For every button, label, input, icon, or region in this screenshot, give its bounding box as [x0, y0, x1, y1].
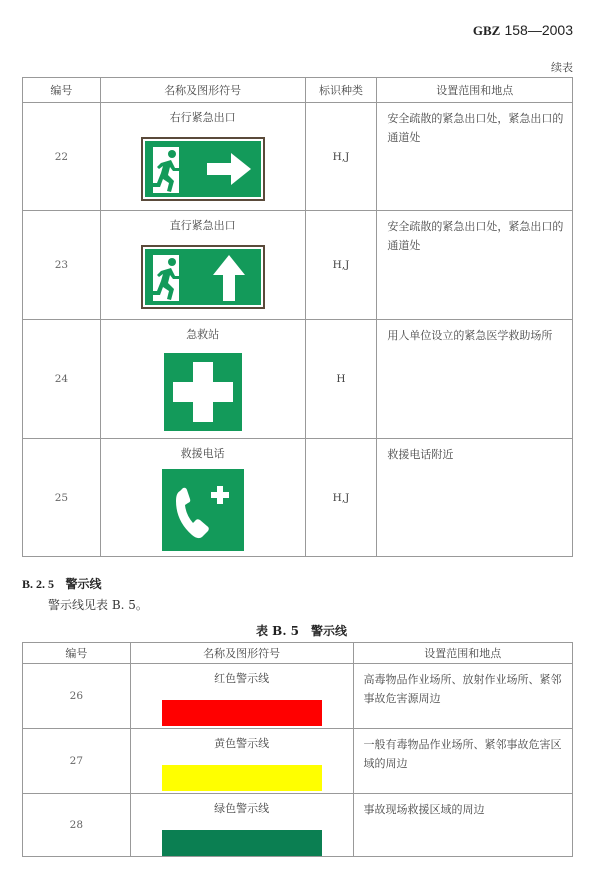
- section-paragraph: 警示线见表 B. 5。: [48, 598, 148, 612]
- sign-name: 救援电话: [180, 447, 225, 460]
- first-aid-cross-icon: [164, 353, 242, 431]
- sign-name: 右行紧急出口: [169, 111, 236, 124]
- standard-number: [473, 22, 573, 39]
- sign-name: 直行紧急出口: [169, 219, 236, 232]
- section-title: 警示线: [65, 577, 102, 591]
- col-header-place: 设置范围和地点: [353, 643, 572, 664]
- row-name-cell: [130, 729, 353, 794]
- row-name-cell: [100, 439, 305, 557]
- line-name: 绿色警示线: [214, 802, 270, 815]
- line-name: 红色警示线: [214, 672, 270, 685]
- row-name-cell: [100, 320, 305, 439]
- standard-code: 158—2003: [504, 22, 573, 38]
- row-place: 救援电话附近: [377, 439, 573, 557]
- standard-prefix: GBZ: [472, 23, 501, 38]
- row-place: 一般有毒物品作业场所、紧邻事故危害区域的周边: [353, 729, 572, 794]
- section-heading: [22, 575, 101, 592]
- table-row: [23, 794, 573, 857]
- row-place: 安全疏散的紧急出口处，紧急出口的通道处: [377, 211, 573, 320]
- row-place: 安全疏散的紧急出口处，紧急出口的通道处: [377, 103, 573, 211]
- row-id: 23: [23, 211, 101, 320]
- col-header-kind: 标识种类: [305, 78, 377, 103]
- col-header-place: 设置范围和地点: [377, 78, 573, 103]
- row-id: 24: [23, 320, 101, 439]
- col-header-id: 编号: [23, 643, 131, 664]
- row-id: 25: [23, 439, 101, 557]
- table-header-row: [23, 78, 573, 103]
- exit-right-sign-icon: [141, 137, 265, 201]
- row-place: 高毒物品作业场所、放射作业场所、紧邻事故危害源周边: [353, 664, 572, 729]
- row-kind: H: [305, 320, 377, 439]
- row-id: 22: [23, 103, 101, 211]
- table-row: [23, 664, 573, 729]
- table-row: [23, 103, 573, 211]
- col-header-name: 名称及图形符号: [130, 643, 353, 664]
- table-row: [23, 211, 573, 320]
- row-name-cell: [130, 794, 353, 857]
- row-kind: H,J: [305, 103, 377, 211]
- row-id: 28: [23, 794, 131, 857]
- emergency-phone-icon: [162, 469, 244, 551]
- row-id: 26: [23, 664, 131, 729]
- row-kind: H,J: [305, 211, 377, 320]
- table-header-row: [23, 643, 573, 664]
- row-id: 27: [23, 729, 131, 794]
- line-name: 黄色警示线: [214, 737, 270, 750]
- yellow-warning-line-swatch: [162, 765, 322, 791]
- row-name-cell: [100, 211, 305, 320]
- green-warning-line-swatch: [162, 830, 322, 856]
- table-row: [23, 729, 573, 794]
- row-place: 事故现场救援区域的周边: [353, 794, 572, 857]
- red-warning-line-swatch: [162, 700, 322, 726]
- signs-table: [22, 77, 573, 557]
- section-number: B. 2. 5: [22, 577, 55, 591]
- col-header-id: 编号: [23, 78, 101, 103]
- exit-straight-sign-icon: [141, 245, 265, 309]
- sign-name: 急救站: [186, 328, 220, 341]
- col-header-name: 名称及图形符号: [100, 78, 305, 103]
- row-name-cell: [100, 103, 305, 211]
- warning-lines-table: [22, 642, 573, 857]
- row-name-cell: [130, 664, 353, 729]
- table-caption: 表 B. 5 警示线: [256, 624, 348, 638]
- table-row: [23, 320, 573, 439]
- row-kind: H,J: [305, 439, 377, 557]
- continued-label: 续表: [551, 61, 573, 74]
- table-row: [23, 439, 573, 557]
- row-place: 用人单位设立的紧急医学救助场所: [377, 320, 573, 439]
